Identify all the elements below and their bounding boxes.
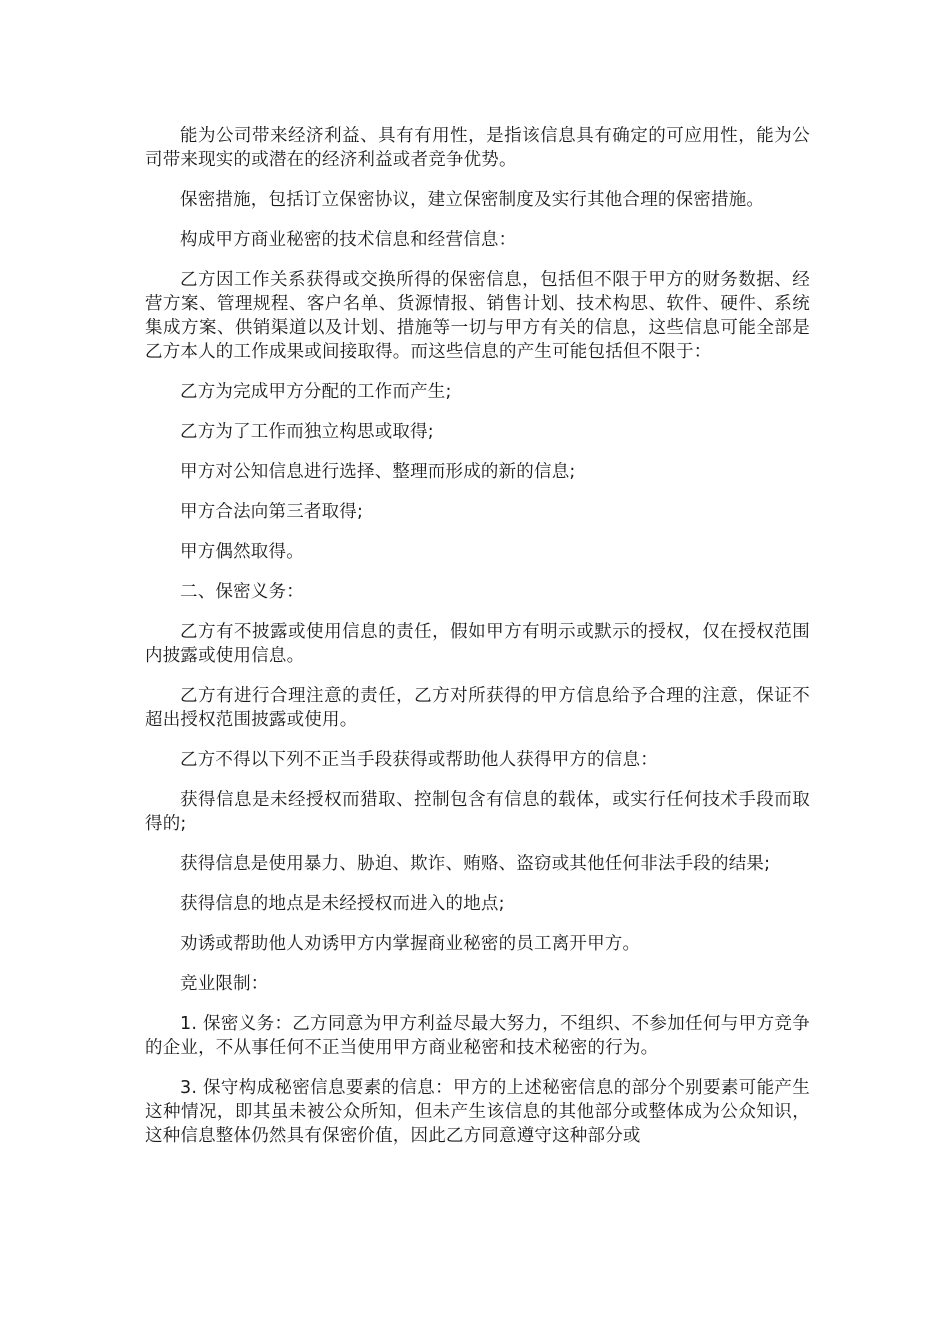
document-body [145, 124, 810, 1164]
paragraph: 能为公司带来经济利益、具有有用性，是指该信息具有确定的可应用性，能为公司带来现实的或潜在的经济利益或者竞争优势。 [145, 126, 810, 170]
paragraph: 乙方有不披露或使用信息的责任，假如甲方有明示或默示的授权，仅在授权范围内披露或使用信息。 [145, 622, 810, 666]
list-item: 乙方为了工作而独立构思或取得; [180, 422, 434, 442]
list-item: 乙方为完成甲方分配的工作而产生; [180, 382, 452, 402]
list-item: 获得信息是使用暴力、胁迫、欺诈、贿赂、盗窃或其他任何非法手段的结果; [180, 854, 771, 874]
paragraph: 乙方因工作关系获得或交换所得的保密信息，包括但不限于甲方的财务数据、经营方案、管理规程、客户名单、货源情报、销售计划、技术构思、软件、硬件、系统集成方案、供销渠道以及计划、措施等一切与甲方有关的信息，这些信息可能全部是乙方本人的工作成果或间接取得。而这些信息的产生可能包括但不限于： [145, 270, 810, 362]
list-item: 劝诱或帮助他人劝诱甲方内掌握商业秘密的员工离开甲方。 [180, 934, 641, 954]
list-item: 甲方偶然取得。 [180, 542, 304, 562]
list-item: 获得信息的地点是未经授权而进入的地点; [180, 894, 505, 914]
paragraph: 乙方有进行合理注意的责任，乙方对所获得的甲方信息给予合理的注意，保证不超出授权范围披露或使用。 [145, 686, 810, 730]
section-heading: 构成甲方商业秘密的技术信息和经营信息： [180, 230, 517, 250]
paragraph: 保密措施，包括订立保密协议，建立保密制度及实行其他合理的保密措施。 [180, 190, 765, 210]
list-item: 获得信息是未经授权而猎取、控制包含有信息的载体，或实行任何技术手段而取得的; [145, 790, 810, 834]
section-heading: 竞业限制： [180, 974, 269, 994]
list-item: 甲方对公知信息进行选择、整理而形成的新的信息; [180, 462, 576, 482]
list-item: 甲方合法向第三者取得; [180, 502, 364, 522]
numbered-clause: 1. 保密义务：乙方同意为甲方利益尽最大努力，不组织、不参加任何与甲方竞争的企业，不从事任何不正当使用甲方商业秘密和技术秘密的行为。 [145, 1014, 810, 1058]
section-heading: 二、保密义务： [180, 582, 304, 602]
paragraph: 乙方不得以下列不正当手段获得或帮助他人获得甲方的信息： [180, 750, 658, 770]
numbered-clause: 3. 保守构成秘密信息要素的信息：甲方的上述秘密信息的部分个别要素可能产生这种情况，即其虽未被公众所知，但未产生该信息的其他部分或整体成为公众知识，这种信息整体仍然具有保密价值，因此乙方同意遵守这种部分或 [145, 1078, 810, 1146]
